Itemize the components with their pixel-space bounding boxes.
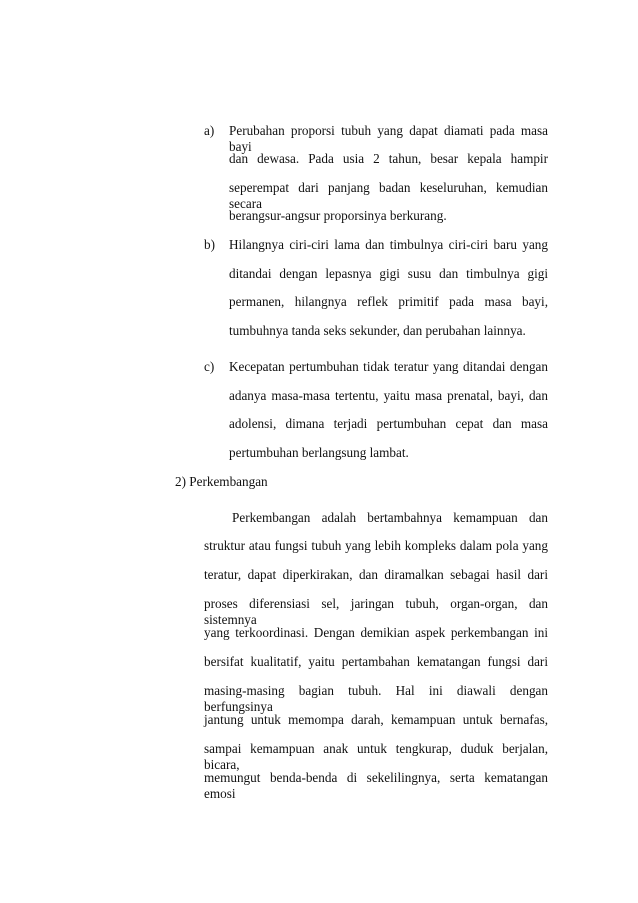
paragraph-line-1: Perkembangan adalah bertambahnya kemampuan dan [232, 510, 548, 525]
list-marker-c: c) [204, 359, 215, 374]
item-a-line-2: dan dewasa. Pada usia 2 tahun, besar kepala hampir [229, 151, 548, 166]
paragraph-line-9: sampai kemampuan anak untuk tengkurap, duduk berjalan, bicara, [204, 741, 548, 772]
item-c-line-3: adolensi, dimana terjadi pertumbuhan cepat dan masa [229, 416, 548, 431]
paragraph-line-4: proses diferensiasi sel, jaringan tubuh, organ-organ, dan sistemnya [204, 596, 548, 627]
item-c-line-1: Kecepatan pertumbuhan tidak teratur yang ditandai dengan [229, 359, 548, 374]
list-marker-a: a) [204, 123, 215, 138]
paragraph-line-6: bersifat kualitatif, yaitu pertambahan kematangan fungsi dari [204, 654, 548, 669]
item-c-line-4: pertumbuhan berlangsung lambat. [229, 445, 409, 460]
list-marker-b: b) [204, 237, 215, 252]
paragraph-line-3: teratur, dapat diperkirakan, dan diramalkan sebagai hasil dari [204, 567, 548, 582]
paragraph-line-2: struktur atau fungsi tubuh yang lebih kompleks dalam pola yang [204, 538, 548, 553]
item-a-line-4: berangsur-angsur proporsinya berkurang. [229, 208, 447, 223]
item-a-line-3: seperempat dari panjang badan keseluruhan, kemudian secara [229, 180, 548, 211]
item-c-line-2: adanya masa-masa tertentu, yaitu masa prenatal, bayi, dan [229, 388, 548, 403]
paragraph-line-10: memungut benda-benda di sekelilingnya, serta kematangan emosi [204, 770, 548, 801]
item-b-line-3: permanen, hilangnya reflek primitif pada masa bayi, [229, 294, 548, 309]
item-b-line-2: ditandai dengan lepasnya gigi susu dan timbulnya gigi [229, 266, 548, 281]
paragraph-line-8: jantung untuk memompa darah, kemampuan untuk bernafas, [204, 712, 548, 727]
section-heading-perkembangan: 2) Perkembangan [175, 474, 268, 489]
item-b-line-4: tumbuhnya tanda seks sekunder, dan perubahan lainnya. [229, 323, 526, 338]
item-b-line-1: Hilangnya ciri-ciri lama dan timbulnya ciri-ciri baru yang [229, 237, 548, 252]
item-a-line-1: Perubahan proporsi tubuh yang dapat diamati pada masa bayi [229, 123, 548, 154]
paragraph-line-7: masing-masing bagian tubuh. Hal ini diawali dengan berfungsinya [204, 683, 548, 714]
paragraph-line-5: yang terkoordinasi. Dengan demikian aspek perkembangan ini [204, 625, 548, 640]
